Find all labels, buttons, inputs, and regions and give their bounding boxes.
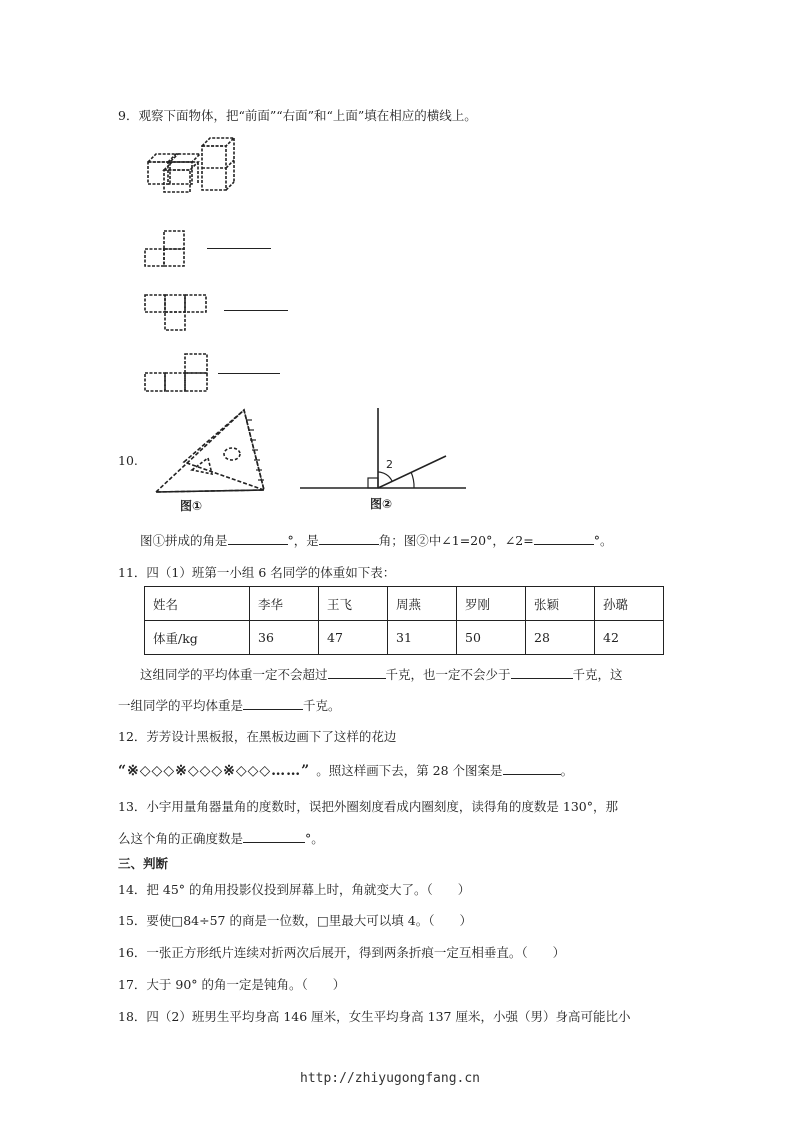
q13-blank[interactable] — [243, 830, 305, 843]
judge-item-16: 16．一张正方形纸片连续对折两次后展开，得到两条折痕一定互相垂直。（ ） — [118, 945, 566, 960]
table-cell: 31 — [388, 621, 457, 655]
judge-item-17: 17．大于 90° 的角一定是钝角。（ ） — [118, 977, 346, 992]
q12-line — [118, 761, 573, 779]
fig2-label: 图② — [370, 497, 393, 511]
q11-text-e: 千克。 — [303, 698, 341, 713]
table-row — [145, 621, 664, 655]
q13-line1: 13．小宇用量角器量角的度数时，误把外圈刻度看成内圈刻度，读得角的度数是 130°，那 — [118, 799, 618, 814]
table-cell: 36 — [250, 621, 319, 655]
angle-figure — [298, 406, 470, 518]
q13-text-a: 么这个角的正确度数是 — [118, 831, 244, 846]
judge-item-14: 14．把 45° 的角用投影仪投到屏幕上时，角就变大了。（ ） — [118, 882, 471, 897]
q10-blank-1[interactable] — [228, 532, 288, 545]
view1-figure — [142, 228, 188, 270]
q11-blank-2[interactable] — [511, 666, 573, 679]
footer-url[interactable]: http://zhiyugongfang.cn — [300, 1071, 481, 1086]
q10-text-d: °。 — [593, 533, 613, 548]
weight-table — [144, 586, 664, 655]
q10-text-a: 图①拼成的角是 — [140, 533, 228, 548]
q13-text-b: °。 — [305, 831, 324, 846]
q9-text: 9．观察下面物体，把“前面”“右面”和“上面”填在相应的横线上。 — [118, 108, 477, 123]
q11-text-a: 这组同学的平均体重一定不会超过 — [140, 667, 328, 682]
cube-object-figure — [144, 134, 244, 194]
q11-text-c: 千克，这 — [572, 667, 623, 682]
set-squares-figure — [152, 408, 270, 516]
table-cell: 28 — [526, 621, 595, 655]
q11-blank-3[interactable] — [243, 697, 303, 710]
q12-tail: 。照这样画下去，第 28 个图案是 — [316, 763, 503, 778]
q10-line — [140, 531, 613, 549]
view3-answer-blank[interactable] — [218, 361, 280, 374]
table-cell: 47 — [319, 621, 388, 655]
table-cell: 王飞 — [319, 587, 388, 621]
q10-text-c: 角；图②中∠1=20°，∠2= — [378, 533, 534, 548]
q11-text: 11．四（1）班第一小组 6 名同学的体重如下表： — [118, 565, 396, 580]
q11-text-d: 一组同学的平均体重是 — [118, 698, 244, 713]
table-row — [145, 587, 664, 621]
table-cell: 周燕 — [388, 587, 457, 621]
table-cell: 体重/kg — [145, 621, 250, 655]
q11-line1 — [140, 665, 623, 683]
q12-blank[interactable] — [503, 762, 561, 775]
table-cell: 42 — [595, 621, 664, 655]
judge-item-15: 15．要使□84÷57 的商是一位数，□里最大可以填 4。（ ） — [118, 913, 472, 928]
view2-figure — [142, 292, 210, 334]
table-cell: 50 — [457, 621, 526, 655]
q12-pattern: “※◇◇◇※◇◇◇※◇◇◇……” — [118, 763, 311, 779]
q11-blank-1[interactable] — [328, 666, 386, 679]
view2-answer-blank[interactable] — [224, 298, 288, 311]
fig1-label: 图① — [180, 499, 203, 513]
q11-line2 — [118, 696, 341, 714]
table-cell: 罗刚 — [457, 587, 526, 621]
q13-line2 — [118, 829, 324, 847]
view1-answer-blank[interactable] — [207, 236, 271, 249]
q12-text: 12．芳芳设计黑板报，在黑板边画下了这样的花边 — [118, 729, 397, 744]
section-heading: 三、判断 — [118, 856, 169, 871]
view3-figure — [142, 350, 212, 396]
table-cell: 孙璐 — [595, 587, 664, 621]
q10-text-b: °，是 — [287, 533, 319, 548]
judge-item-18: 18．四（2）班男生平均身高 146 厘米，女生平均身高 137 厘米，小强（男）身高可能比小 — [118, 1009, 631, 1024]
table-cell: 李华 — [250, 587, 319, 621]
q11-text-b: 千克，也一定不会少于 — [385, 667, 511, 682]
q12-end: 。 — [560, 763, 574, 778]
table-cell: 姓名 — [145, 587, 250, 621]
angle-2-label: 2 — [386, 458, 393, 471]
q10-blank-3[interactable] — [534, 532, 594, 545]
q10-number: 10. — [118, 453, 138, 468]
q10-blank-2[interactable] — [319, 532, 379, 545]
table-cell: 张颖 — [526, 587, 595, 621]
